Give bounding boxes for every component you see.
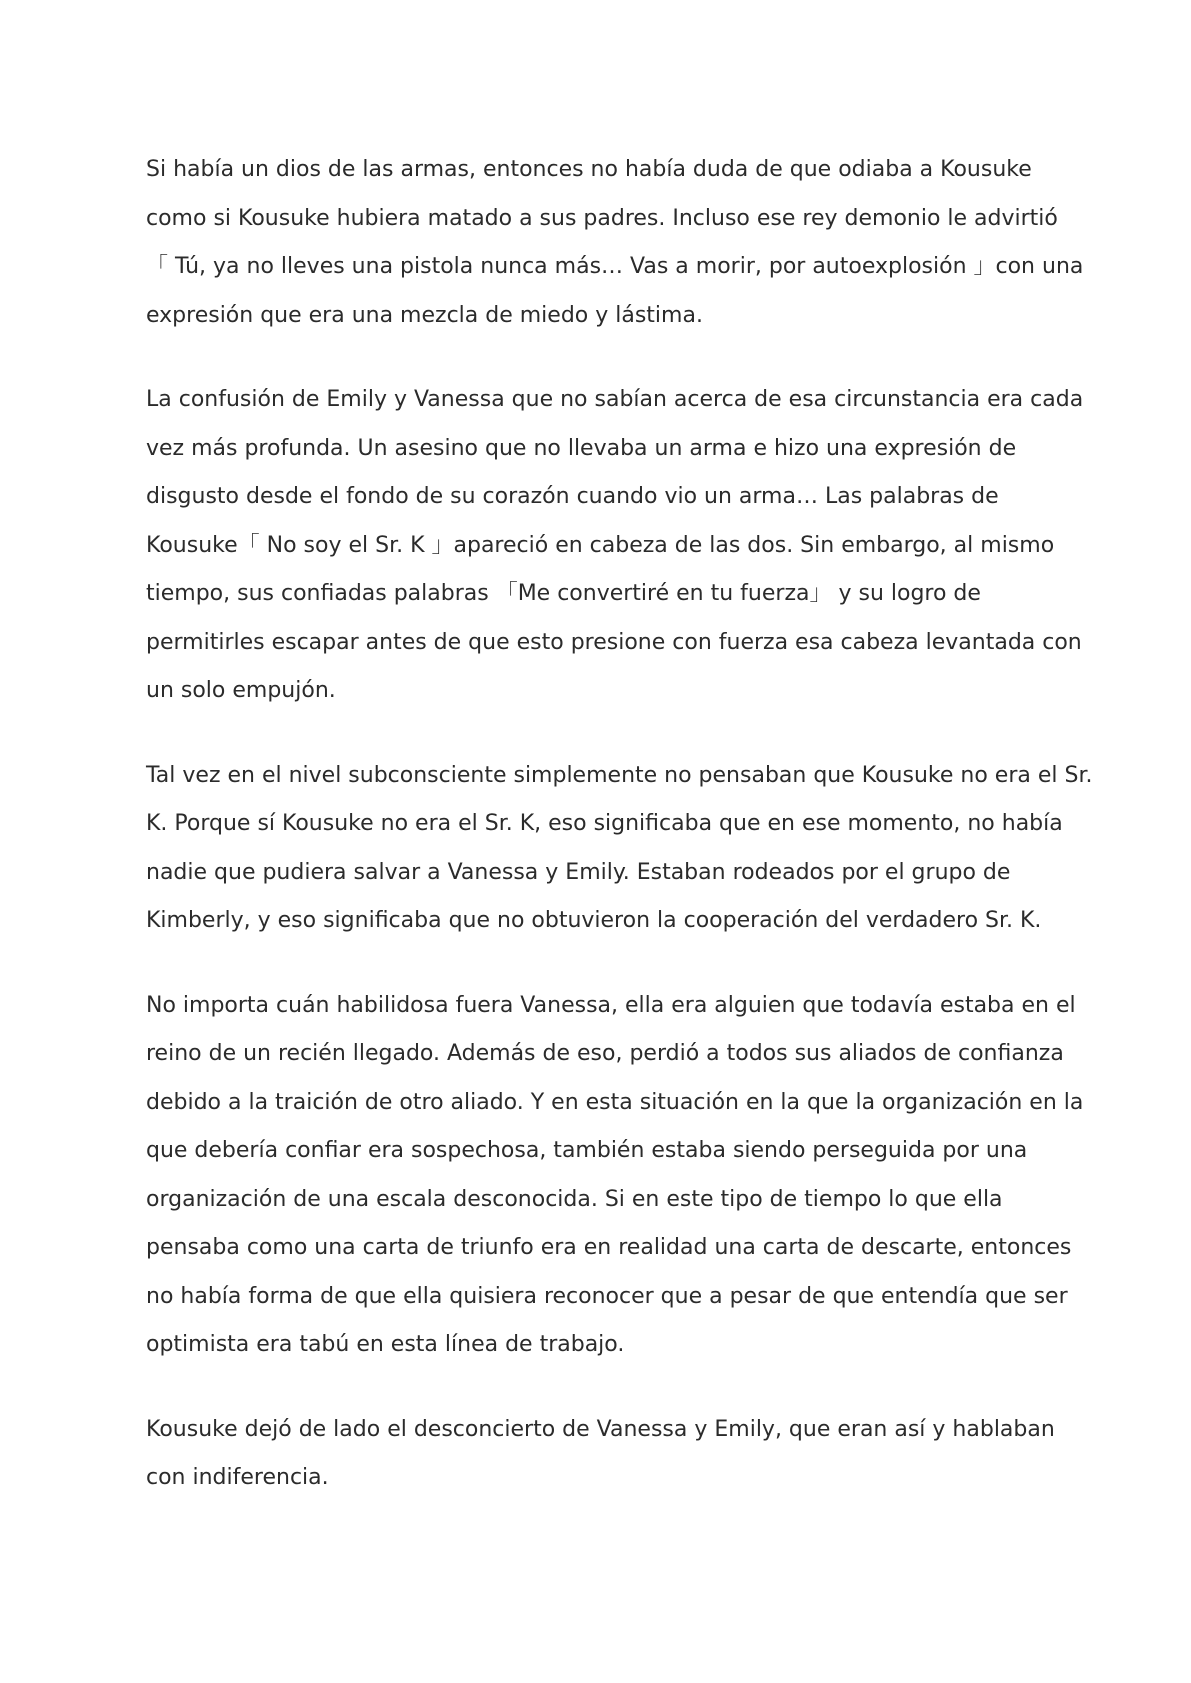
text-line: Tal vez en el nivel subconsciente simplemente no pensaban que Kousuke no era el Sr. (146, 762, 1093, 788)
text-line: debido a la traición de otro aliado. Y en esta situación en la que la organización en la (146, 1089, 1084, 1115)
text-line: no había forma de que ella quisiera reconocer que a pesar de que entendía que ser (146, 1283, 1068, 1309)
text-line: un solo empujón. (146, 678, 336, 703)
text-line: Kousuke dejó de lado el desconcierto de Vanessa y Emily, que eran así y hablaban (146, 1416, 1055, 1442)
text-line: Kimberly, y eso significaba que no obtuvieron la cooperación del verdadero Sr. K. (146, 908, 1042, 933)
text-line: vez más profunda. Un asesino que no llevaba un arma e hizo una expresión de (146, 435, 1017, 461)
text-line: permitirles escapar antes de que esto presione con fuerza esa cabeza levantada con (146, 629, 1082, 655)
paragraph-2 (146, 376, 1084, 716)
text-line: K. Porque sí Kousuke no era el Sr. K, eso significaba que en ese momento, no había (146, 811, 1063, 836)
text-line: reino de un recién llegado. Además de eso, perdió a todos sus aliados de confianza (146, 1041, 1064, 1066)
paragraph-5 (146, 1406, 1056, 1503)
paragraph-3 (146, 752, 1093, 946)
text-line: con indiferencia. (146, 1465, 329, 1490)
text-line: Si había un dios de las armas, entonces no había duda de que odiaba a Kousuke (146, 157, 1032, 182)
paragraph-1 (146, 146, 1084, 340)
text-line: como si Kousuke hubiera matado a sus padres. Incluso ese rey demonio le advirtió (146, 205, 1058, 231)
text-line: optimista era tabú en esta línea de trabajo. (146, 1332, 625, 1357)
text-line: organización de una escala desconocida. Si en este tipo de tiempo lo que ella (146, 1186, 1003, 1212)
paragraph-4 (146, 982, 1084, 1370)
text-line: pensaba como una carta de triunfo era en realidad una carta de descarte, entonces (146, 1235, 1072, 1260)
text-line: disgusto desde el fondo de su corazón cuando vio un arma… Las palabras de (146, 484, 999, 509)
text-line: tiempo, sus confiadas palabras 「Me convertiré en tu fuerza」 y su logro de (146, 581, 981, 606)
text-line: expresión que era una mezcla de miedo y lástima. (146, 302, 703, 328)
text-line: La confusión de Emily y Vanessa que no sabían acerca de esa circunstancia era cada (146, 387, 1084, 412)
text-line: No importa cuán habilidosa fuera Vanessa, ella era alguien que todavía estaba en el (146, 992, 1076, 1018)
text-line: Kousuke「 No soy el Sr. K 」apareció en cabeza de las dos. Sin embargo, al mismo (146, 532, 1055, 558)
text-line: nadie que pudiera salvar a Vanessa y Emily. Estaban rodeados por el grupo de (146, 859, 1011, 885)
document-body (146, 146, 1093, 1539)
text-line: 「 Tú, ya no lleves una pistola nunca más… Vas a morir, por autoexplosión 」con una (146, 254, 1084, 279)
text-line: que debería confiar era sospechosa, también estaba siendo perseguida por una (146, 1138, 1028, 1163)
